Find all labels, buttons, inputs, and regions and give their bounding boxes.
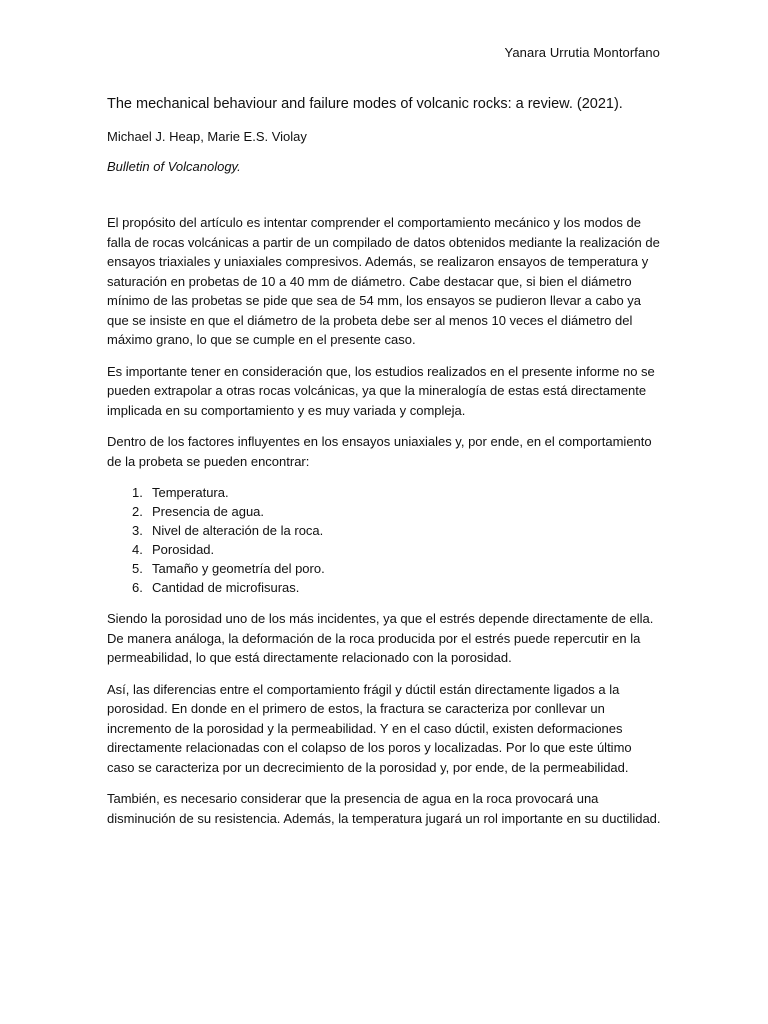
list-item: [107, 578, 662, 597]
list-item: [107, 483, 662, 502]
paragraph-water-temperature: También, es necesario considerar que la presencia de agua en la roca provocará una disminución de su resistencia. Además, la temperatura jugará un rol importante en su ductilidad.: [107, 791, 661, 826]
factors-list: [107, 483, 662, 597]
list-item: [107, 559, 662, 578]
list-item-number: 6.: [132, 580, 143, 595]
list-item-text: Tamaño y geometría del poro.: [152, 561, 325, 576]
list-item-number: 4.: [132, 542, 143, 557]
list-item-number: 1.: [132, 485, 143, 500]
list-item: [107, 540, 662, 559]
document-content: [107, 94, 662, 840]
list-item-text: Presencia de agua.: [152, 504, 265, 519]
list-item-number: 2.: [132, 504, 143, 519]
list-item-number: 3.: [132, 523, 143, 538]
list-item-number: 5.: [132, 561, 143, 576]
reference-authors: Michael J. Heap, Marie E.S. Violay: [107, 129, 307, 144]
list-item-text: Cantidad de microfisuras.: [152, 580, 300, 595]
paragraph-purpose: El propósito del artículo es intentar comprender el comportamiento mecánico y los modos de falla de rocas volcánicas a partir de un compilado de datos obtenidos mediante la realización de ensayos triaxiales y uniaxiales compresivos. Además, se realizaron ensayos de temperatura y saturación en probetas de 10 a 40 mm de diámetro. Cabe destacar que, si bien el diámetro mínimo de las probetas se pide que sea de 54 mm, los ensayos se pudieron llevar a cabo ya que se insiste en que el diámetro de la probeta debe ser al menos 10 veces el diámetro del máximo grano, lo que se cumple en el presente caso.: [107, 215, 660, 347]
reference-title: The mechanical behaviour and failure modes of volcanic rocks: a review. (2021).: [107, 96, 623, 112]
list-item: [107, 521, 662, 540]
paragraph-porosity: Siendo la porosidad uno de los más incidentes, ya que el estrés depende directamente de ella. De manera análoga, la deformación de la roca producida por el estrés puede repercutir en la permeabilidad, lo que está directamente relacionado con la porosidad.: [107, 611, 654, 665]
list-item-text: Nivel de alteración de la roca.: [152, 523, 324, 538]
header-author-name: Yanara Urrutia Montorfano: [504, 45, 660, 60]
list-item: [107, 502, 662, 521]
paragraph-brittle-ductile: Así, las diferencias entre el comportamiento frágil y dúctil están directamente ligados a la porosidad. En donde en el primero de estos, la fractura se caracteriza por conllevar un incremento de la porosidad y la permeabilidad. Y en el caso dúctil, existen deformaciones directamente relacionadas con el colapso de los poros y localizadas. Por lo que este último caso se caracteriza por un decrecimiento de la porosidad y, por ende, de la permeabilidad.: [107, 681, 632, 775]
list-item-text: Temperatura.: [152, 485, 229, 500]
paragraph-factors-intro: Dentro de los factores influyentes en los ensayos uniaxiales y, por ende, en el comportamiento de la probeta se pueden encontrar:: [107, 434, 652, 469]
paragraph-considerations: Es importante tener en consideración que, los estudios realizados en el presente informe no se pueden extrapolar a otras rocas volcánicas, ya que la mineralogía de estas está directamente implicada en su comportamiento y es muy variada y compleja.: [107, 363, 655, 418]
reference-journal: Bulletin of Volcanology.: [107, 159, 241, 174]
list-item-text: Porosidad.: [152, 542, 215, 557]
